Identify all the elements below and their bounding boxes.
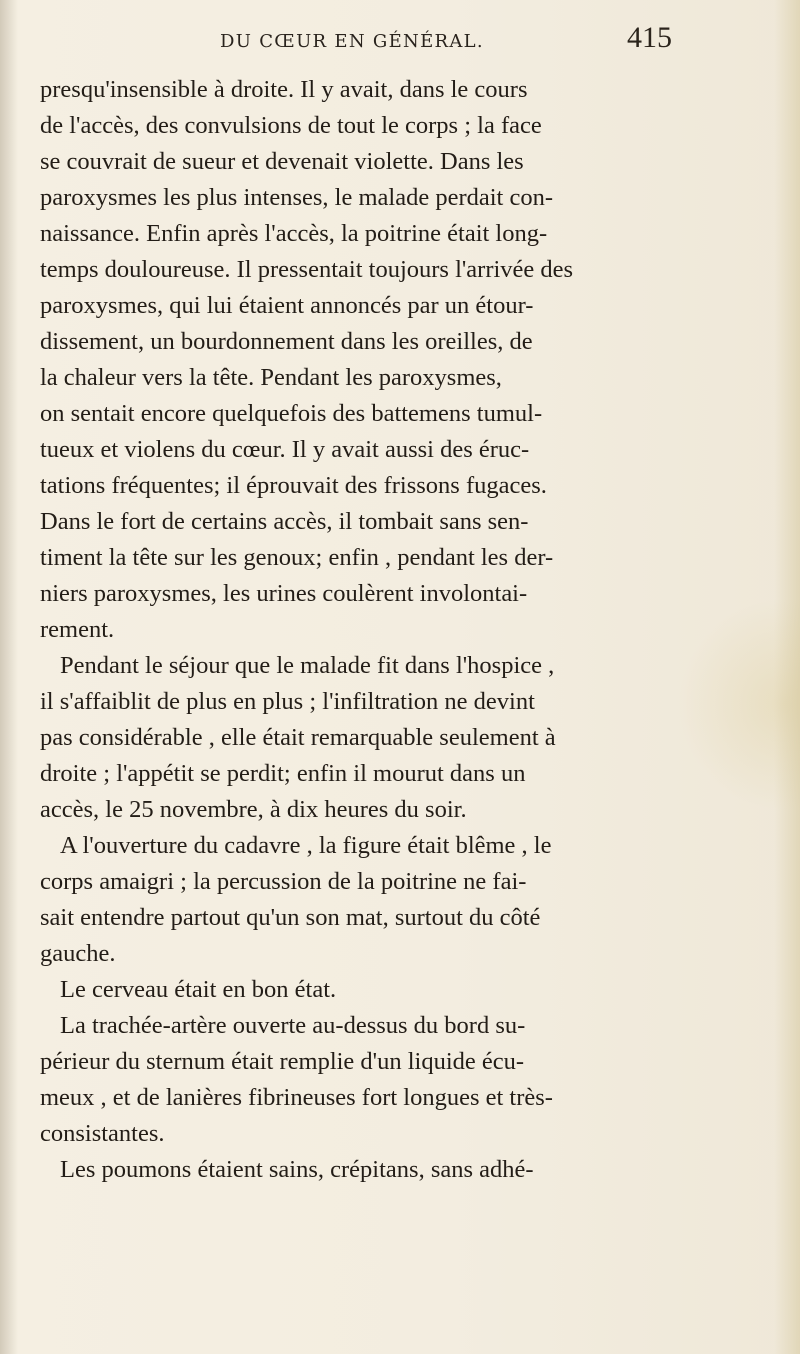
spine-shadow: [0, 0, 18, 1354]
text-line-5: naissance. Enfin après l'accès, la poitrine était long-: [40, 220, 548, 247]
running-head-title: DU CŒUR EN GÉNÉRAL.: [220, 31, 484, 52]
text-line-2: de l'accès, des convulsions de tout le corps ; la face: [40, 112, 542, 139]
text-line-26: Le cerveau était en bon état.: [60, 976, 337, 1003]
text-line-27: La trachée-artère ouverte au-dessus du bord su-: [60, 1012, 526, 1039]
text-line-30: consistantes.: [40, 1120, 165, 1147]
text-line-16: rement.: [40, 616, 115, 643]
text-line-13: Dans le fort de certains accès, il tombait sans sen-: [40, 508, 529, 535]
text-line-8: dissement, un bourdonnement dans les oreilles, de: [40, 328, 533, 355]
text-line-1: presqu'insensible à droite. Il y avait, dans le cours: [40, 76, 528, 103]
page-number: 415: [627, 21, 672, 54]
text-line-9: la chaleur vers la tête. Pendant les paroxysmes,: [40, 364, 502, 391]
text-line-18: il s'affaiblit de plus en plus ; l'infiltration ne devint: [40, 688, 535, 715]
text-line-28: périeur du sternum était remplie d'un liquide écu-: [40, 1048, 525, 1075]
text-line-31: Les poumons étaient sains, crépitans, sans adhé-: [60, 1156, 534, 1183]
text-line-29: meux , et de lanières fibrineuses fort longues et très-: [40, 1084, 553, 1111]
text-line-21: accès, le 25 novembre, à dix heures du soir.: [40, 796, 467, 823]
text-line-4: paroxysmes les plus intenses, le malade perdait con-: [40, 184, 553, 211]
text-line-24: sait entendre partout qu'un son mat, surtout du côté: [40, 904, 541, 931]
text-line-6: temps douloureuse. Il pressentait toujours l'arrivée des: [40, 256, 574, 283]
text-line-3: se couvrait de sueur et devenait violette. Dans les: [40, 148, 524, 175]
running-head: [172, 21, 672, 64]
text-line-23: corps amaigri ; la percussion de la poitrine ne fai-: [40, 868, 527, 895]
text-line-11: tueux et violens du cœur. Il y avait aussi des éruc-: [40, 436, 530, 463]
text-line-20: droite ; l'appétit se perdit; enfin il mourut dans un: [40, 760, 526, 787]
text-line-19: pas considérable , elle était remarquable seulement à: [40, 724, 556, 751]
text-line-14: timent la tête sur les genoux; enfin , pendant les der-: [40, 544, 554, 571]
text-line-22: A l'ouverture du cadavre , la figure était blême , le: [60, 832, 552, 859]
text-line-15: niers paroxysmes, les urines coulèrent involontai-: [40, 580, 528, 607]
text-line-7: paroxysmes, qui lui étaient annoncés par un étour-: [40, 292, 534, 319]
text-line-25: gauche.: [40, 940, 116, 967]
text-line-17: Pendant le séjour que le malade fit dans l'hospice ,: [60, 652, 555, 679]
body-text: [40, 72, 766, 1192]
page-edge-stain: [774, 0, 800, 1354]
text-line-10: on sentait encore quelquefois des battemens tumul-: [40, 400, 543, 427]
text-line-12: tations fréquentes; il éprouvait des frissons fugaces.: [40, 472, 547, 499]
